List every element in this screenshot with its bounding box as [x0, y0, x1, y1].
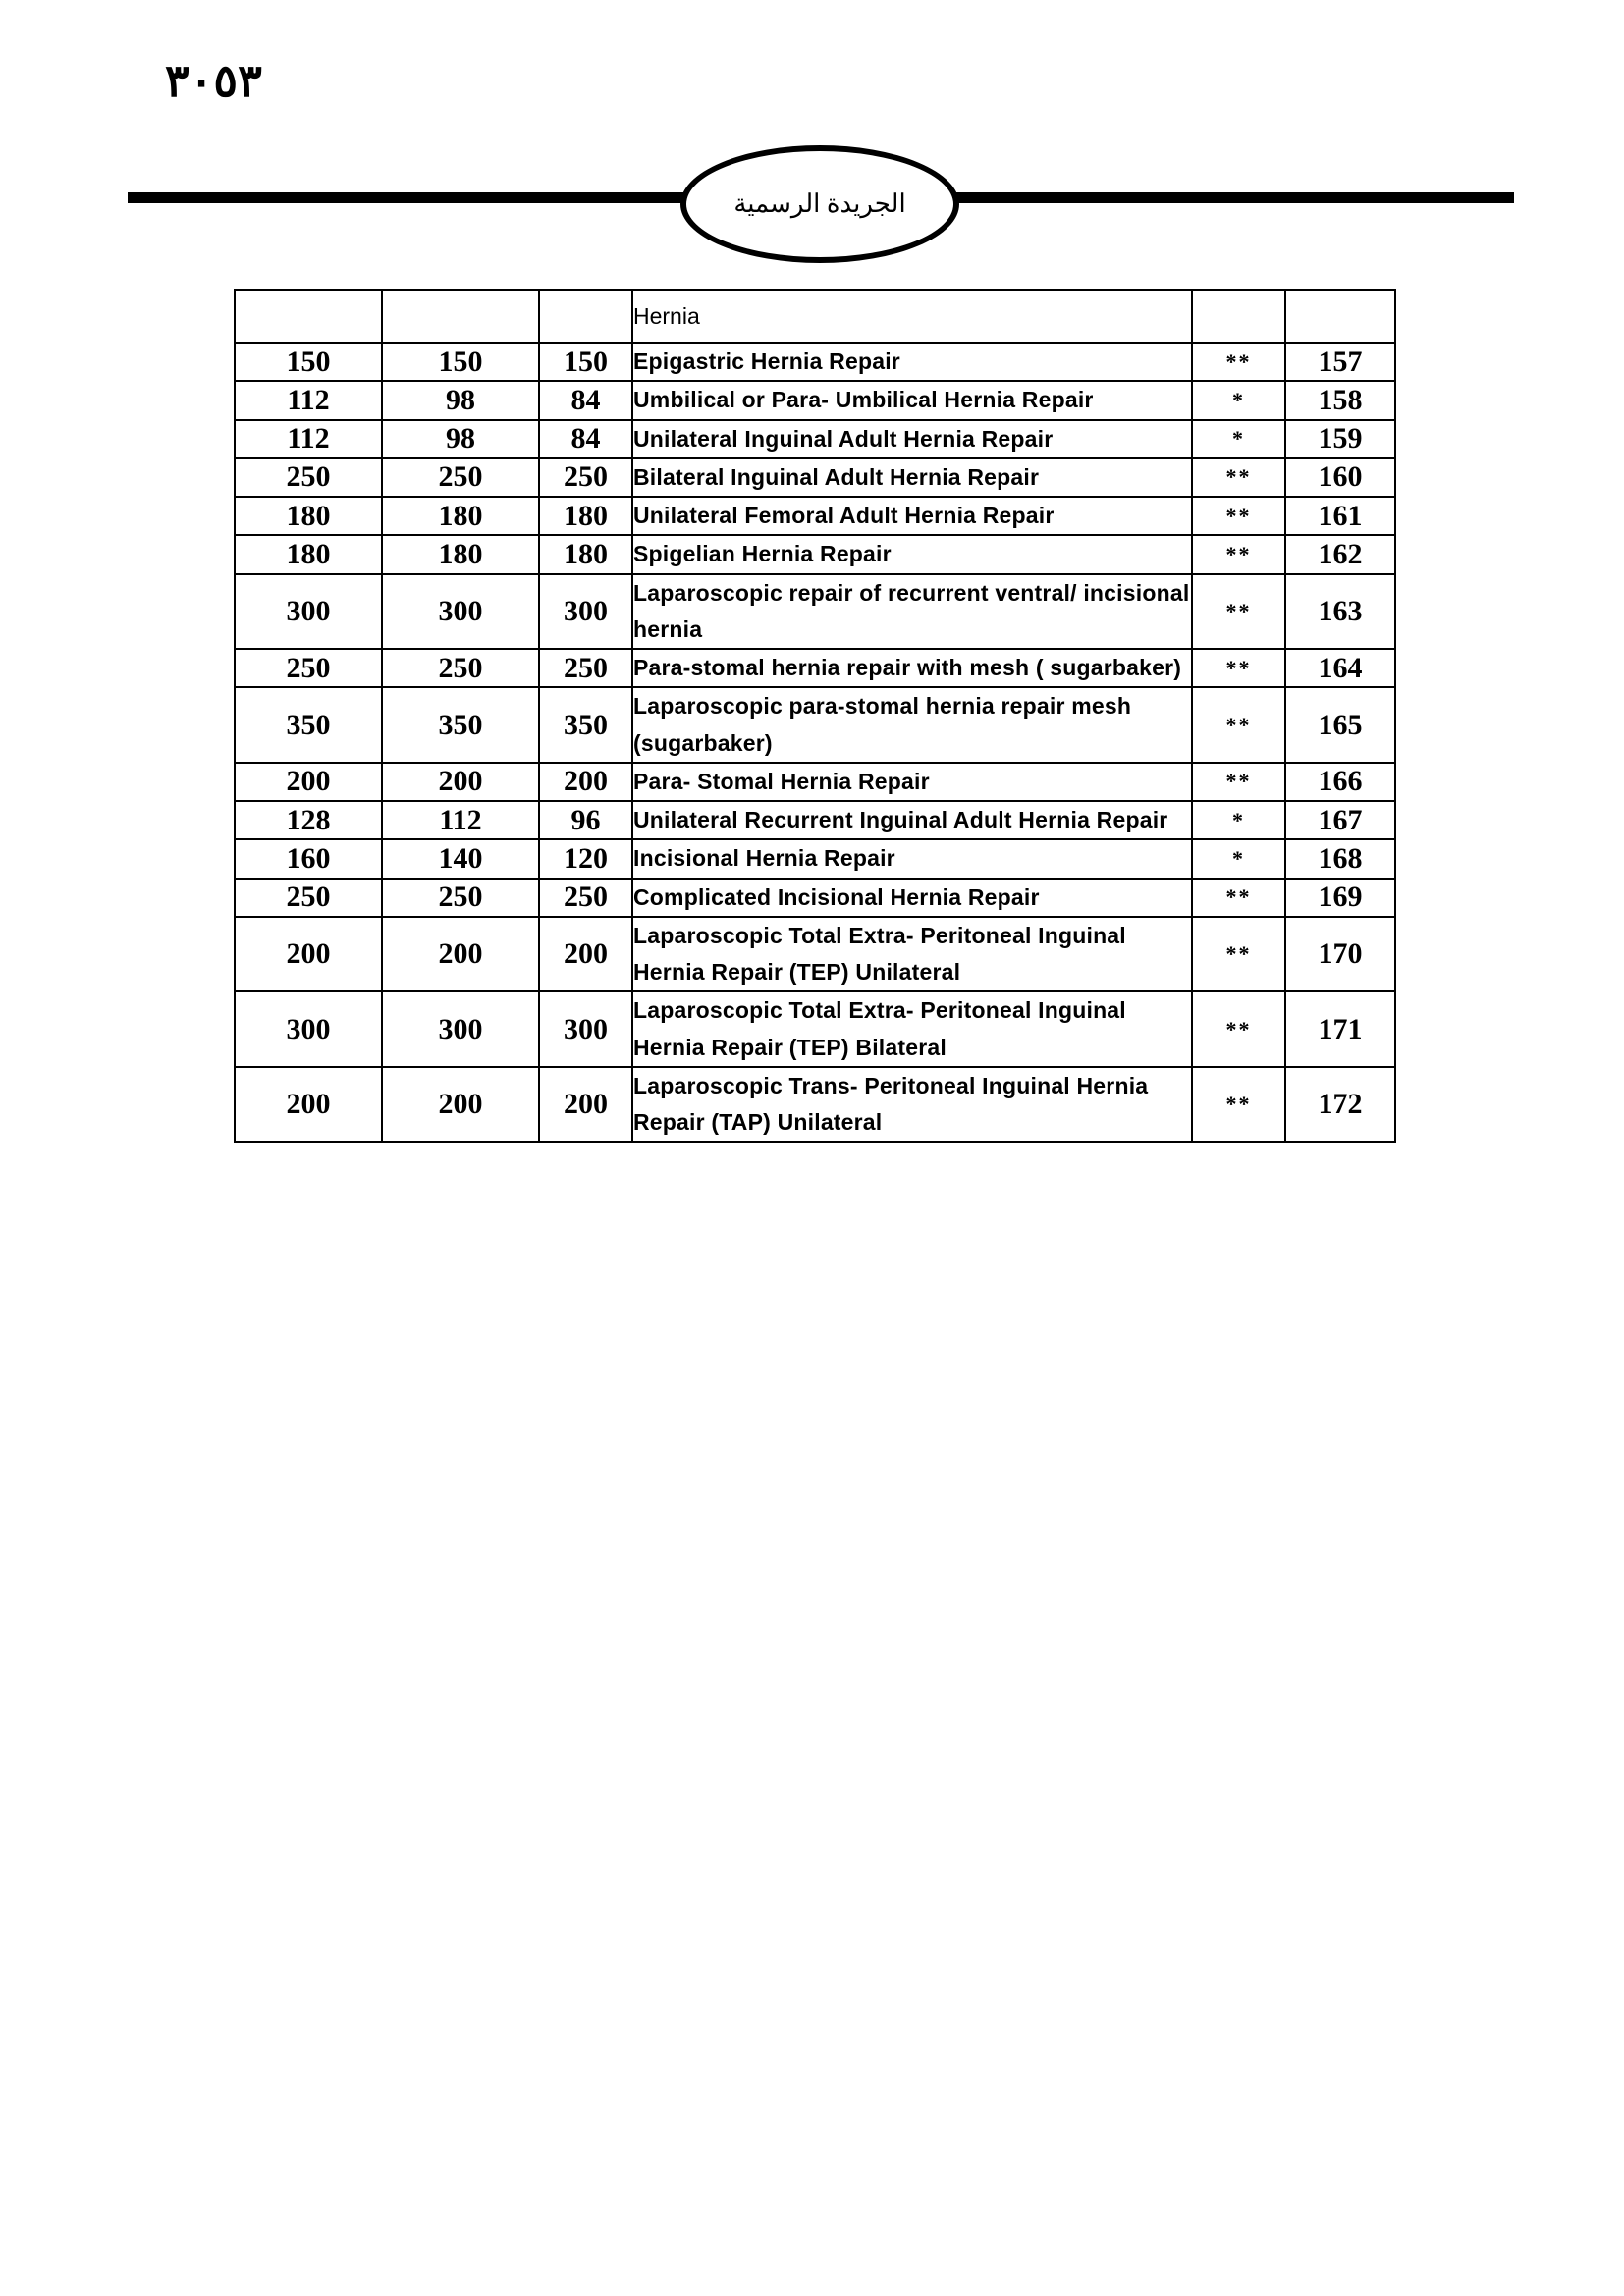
cell-stars: ** [1192, 763, 1285, 801]
cell-col2: 150 [382, 343, 539, 381]
cell-index: 164 [1285, 649, 1395, 687]
cell-col3: 180 [539, 497, 632, 535]
table-row [235, 879, 1395, 917]
cell-col2: 250 [382, 458, 539, 497]
gazette-emblem [680, 145, 959, 263]
cell-col1: 250 [235, 649, 382, 687]
cell-col1: 250 [235, 879, 382, 917]
cell-col1: 112 [235, 381, 382, 419]
cell-index: 162 [1285, 535, 1395, 573]
cell-description: Hernia [632, 290, 1192, 343]
cell-index [1285, 290, 1395, 343]
cell-col3: 150 [539, 343, 632, 381]
cell-index: 161 [1285, 497, 1395, 535]
cell-description: Unilateral Recurrent Inguinal Adult Hernia Repair [632, 801, 1192, 839]
table-row [235, 839, 1395, 878]
table-row [235, 687, 1395, 763]
cell-stars: ** [1192, 687, 1285, 763]
fees-table-body [235, 290, 1395, 1142]
cell-col2: 300 [382, 574, 539, 650]
cell-stars: * [1192, 381, 1285, 419]
cell-col3: 250 [539, 879, 632, 917]
cell-col3: 250 [539, 649, 632, 687]
cell-col1: 300 [235, 991, 382, 1067]
table-row [235, 381, 1395, 419]
table-row [235, 991, 1395, 1067]
table-row [235, 497, 1395, 535]
cell-col3: 300 [539, 574, 632, 650]
cell-description: Unilateral Femoral Adult Hernia Repair [632, 497, 1192, 535]
cell-description: Bilateral Inguinal Adult Hernia Repair [632, 458, 1192, 497]
cell-col2: 200 [382, 763, 539, 801]
cell-col1: 300 [235, 574, 382, 650]
table-row [235, 801, 1395, 839]
cell-description: Para- Stomal Hernia Repair [632, 763, 1192, 801]
cell-col3: 200 [539, 1067, 632, 1143]
cell-col3: 250 [539, 458, 632, 497]
cell-description: Unilateral Inguinal Adult Hernia Repair [632, 420, 1192, 458]
cell-stars [1192, 290, 1285, 343]
cell-index: 169 [1285, 879, 1395, 917]
cell-col2: 98 [382, 420, 539, 458]
cell-stars: ** [1192, 649, 1285, 687]
table-row [235, 458, 1395, 497]
cell-description: Umbilical or Para- Umbilical Hernia Repair [632, 381, 1192, 419]
cell-col2: 350 [382, 687, 539, 763]
cell-col2: 250 [382, 879, 539, 917]
table-row [235, 420, 1395, 458]
cell-stars: ** [1192, 535, 1285, 573]
cell-stars: ** [1192, 1067, 1285, 1143]
cell-col1: 180 [235, 535, 382, 573]
cell-description: Laparoscopic repair of recurrent ventral/ incisional hernia [632, 574, 1192, 650]
cell-col3: 84 [539, 420, 632, 458]
page-number: ٣٠٥٣ [165, 56, 262, 106]
cell-col1 [235, 290, 382, 343]
cell-col3: 350 [539, 687, 632, 763]
cell-col2: 180 [382, 497, 539, 535]
cell-col1: 128 [235, 801, 382, 839]
cell-stars: * [1192, 801, 1285, 839]
cell-col2: 250 [382, 649, 539, 687]
cell-col3: 120 [539, 839, 632, 878]
cell-col1: 350 [235, 687, 382, 763]
cell-description: Laparoscopic Trans- Peritoneal Inguinal Hernia Repair (TAP) Unilateral [632, 1067, 1192, 1143]
cell-col3: 200 [539, 763, 632, 801]
cell-description: Laparoscopic Total Extra- Peritoneal Inguinal Hernia Repair (TEP) Bilateral [632, 991, 1192, 1067]
cell-col3: 84 [539, 381, 632, 419]
cell-index: 158 [1285, 381, 1395, 419]
cell-col1: 200 [235, 763, 382, 801]
cell-col3 [539, 290, 632, 343]
cell-index: 160 [1285, 458, 1395, 497]
table-row [235, 574, 1395, 650]
cell-index: 165 [1285, 687, 1395, 763]
table-row [235, 535, 1395, 573]
cell-stars: * [1192, 420, 1285, 458]
cell-description: Spigelian Hernia Repair [632, 535, 1192, 573]
cell-col1: 112 [235, 420, 382, 458]
table-row [235, 1067, 1395, 1143]
cell-description: Complicated Incisional Hernia Repair [632, 879, 1192, 917]
cell-col3: 96 [539, 801, 632, 839]
cell-stars: * [1192, 839, 1285, 878]
cell-index: 170 [1285, 917, 1395, 992]
cell-index: 168 [1285, 839, 1395, 878]
table-row [235, 763, 1395, 801]
cell-col3: 200 [539, 917, 632, 992]
cell-col1: 250 [235, 458, 382, 497]
cell-stars: ** [1192, 497, 1285, 535]
gazette-label: الجريدة الرسمية [733, 189, 906, 218]
cell-description: Incisional Hernia Repair [632, 839, 1192, 878]
cell-col1: 160 [235, 839, 382, 878]
cell-col1: 150 [235, 343, 382, 381]
cell-description: Laparoscopic para-stomal hernia repair mesh (sugarbaker) [632, 687, 1192, 763]
cell-index: 171 [1285, 991, 1395, 1067]
cell-col3: 300 [539, 991, 632, 1067]
cell-stars: ** [1192, 917, 1285, 992]
table-row [235, 917, 1395, 992]
fees-table [234, 289, 1396, 1143]
cell-stars: ** [1192, 574, 1285, 650]
cell-col2: 112 [382, 801, 539, 839]
cell-stars: ** [1192, 343, 1285, 381]
cell-col1: 200 [235, 917, 382, 992]
table-row [235, 343, 1395, 381]
cell-index: 157 [1285, 343, 1395, 381]
cell-col2: 200 [382, 1067, 539, 1143]
cell-description: Epigastric Hernia Repair [632, 343, 1192, 381]
cell-index: 159 [1285, 420, 1395, 458]
cell-col3: 180 [539, 535, 632, 573]
cell-index: 172 [1285, 1067, 1395, 1143]
cell-col1: 180 [235, 497, 382, 535]
cell-col2: 180 [382, 535, 539, 573]
cell-col2 [382, 290, 539, 343]
cell-col2: 98 [382, 381, 539, 419]
cell-col1: 200 [235, 1067, 382, 1143]
cell-description: Para-stomal hernia repair with mesh ( sugarbaker) [632, 649, 1192, 687]
cell-col2: 200 [382, 917, 539, 992]
table-row-continued [235, 290, 1395, 343]
cell-col2: 140 [382, 839, 539, 878]
cell-index: 163 [1285, 574, 1395, 650]
cell-stars: ** [1192, 458, 1285, 497]
fees-table-container [234, 289, 1394, 1143]
cell-description: Laparoscopic Total Extra- Peritoneal Inguinal Hernia Repair (TEP) Unilateral [632, 917, 1192, 992]
cell-stars: ** [1192, 991, 1285, 1067]
cell-col2: 300 [382, 991, 539, 1067]
cell-stars: ** [1192, 879, 1285, 917]
cell-index: 167 [1285, 801, 1395, 839]
table-row [235, 649, 1395, 687]
cell-index: 166 [1285, 763, 1395, 801]
